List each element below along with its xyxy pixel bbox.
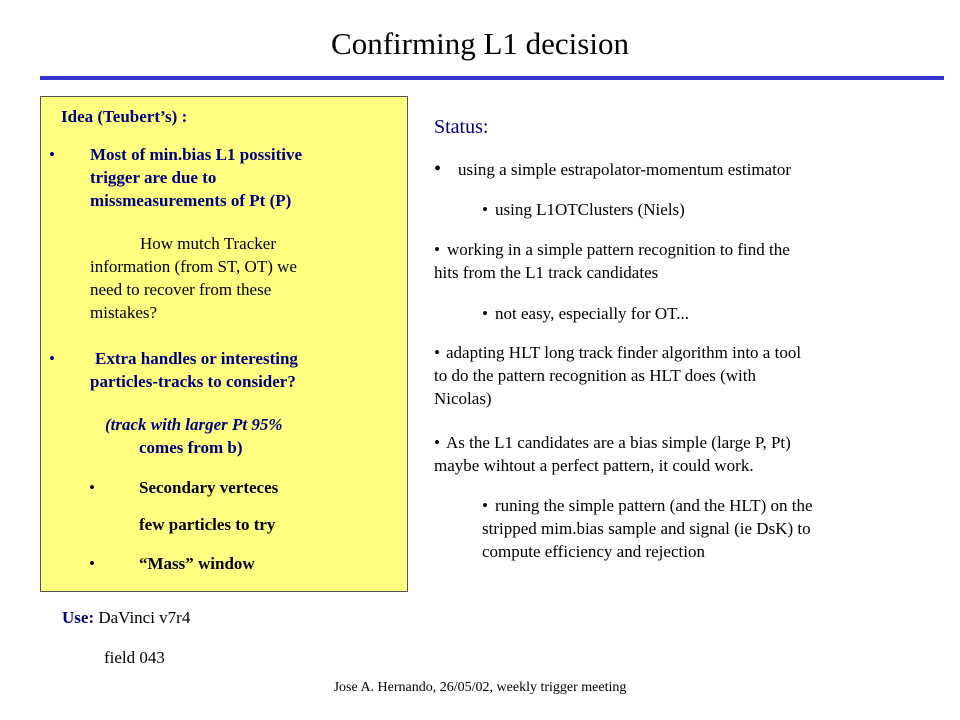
use-line: [62, 608, 190, 628]
idea-item-1-line-2: trigger are due to: [90, 168, 217, 187]
idea-item-1-line-1: Most of min.bias L1 possitive: [90, 145, 303, 164]
status-item-2-line-1: working in a simple pattern recognition to find the: [447, 240, 790, 259]
status-sub-item-3-line-3: compute efficiency and rejection: [482, 542, 705, 561]
status-bullet-1: •: [434, 158, 442, 180]
status-sub-item-2: not easy, especially for OT...: [495, 304, 690, 323]
status-bullet-4: •: [434, 433, 440, 452]
slide-footer: Jose A. Hernando, 26/05/02, weekly trigger meeting: [333, 680, 627, 695]
status-item-3-line-1: adapting HLT long track finder algorithm into a tool: [446, 343, 802, 362]
idea-question-line-2: information (from ST, OT) we: [90, 257, 297, 276]
status-item-4-line-2: maybe wihtout a perfect pattern, it could work.: [434, 456, 754, 475]
use-value: DaVinci v7r4: [98, 608, 191, 627]
status-sub-item-1: using L1OTClusters (Niels): [495, 200, 685, 219]
idea-sub-item-1-note: few particles to try: [139, 515, 276, 534]
status-item-3-line-2: to do the pattern recognition as HLT does (with: [434, 366, 756, 385]
idea-heading: Idea (Teubert’s) :: [61, 107, 188, 126]
idea-item-2-line-2: particles-tracks to consider?: [90, 372, 296, 391]
status-sub-bullet-1: •: [482, 200, 488, 219]
use-label: Use:: [62, 608, 95, 627]
title-underline: [40, 76, 944, 80]
idea-note-line-2: comes from b): [139, 438, 243, 457]
idea-bullet-2: •: [49, 349, 55, 368]
status-item-3-line-3: Nicolas): [434, 389, 492, 408]
status-sub-bullet-3: •: [482, 496, 488, 515]
idea-question-line-4: mistakes?: [90, 303, 158, 322]
status-sub-item-3-line-2: stripped mim.bias sample and signal (ie DsK) to: [482, 519, 811, 538]
status-item-2-line-2: hits from the L1 track candidates: [434, 263, 659, 282]
idea-question-line-1: How mutch Tracker: [140, 234, 276, 253]
idea-sub-bullet-2: •: [89, 554, 95, 573]
status-item-1: using a simple estrapolator-momentum estimator: [458, 160, 791, 179]
slide-title: Confirming L1 decision: [331, 26, 629, 61]
idea-sub-item-2: “Mass” window: [139, 554, 255, 573]
status-sub-item-3-line-1: runing the simple pattern (and the HLT) on the: [495, 496, 813, 515]
idea-box: [40, 96, 408, 592]
idea-sub-bullet-1: •: [89, 478, 95, 497]
status-bullet-3: •: [434, 343, 440, 362]
status-bullet-2: •: [434, 240, 440, 259]
status-heading: Status:: [434, 116, 489, 138]
use-field: field 043: [104, 648, 165, 667]
idea-question-line-3: need to recover from these: [90, 280, 272, 299]
status-item-4-line-1: As the L1 candidates are a bias simple (large P, Pt): [446, 433, 791, 452]
status-sub-bullet-2: •: [482, 304, 488, 323]
idea-item-1-line-3: missmeasurements of Pt (P): [90, 191, 292, 210]
idea-note-line-1: (track with larger Pt 95%: [105, 415, 283, 434]
idea-sub-item-1: Secondary verteces: [139, 478, 279, 497]
idea-item-2-line-1: Extra handles or interesting: [95, 349, 298, 368]
idea-bullet-1: •: [49, 145, 55, 164]
